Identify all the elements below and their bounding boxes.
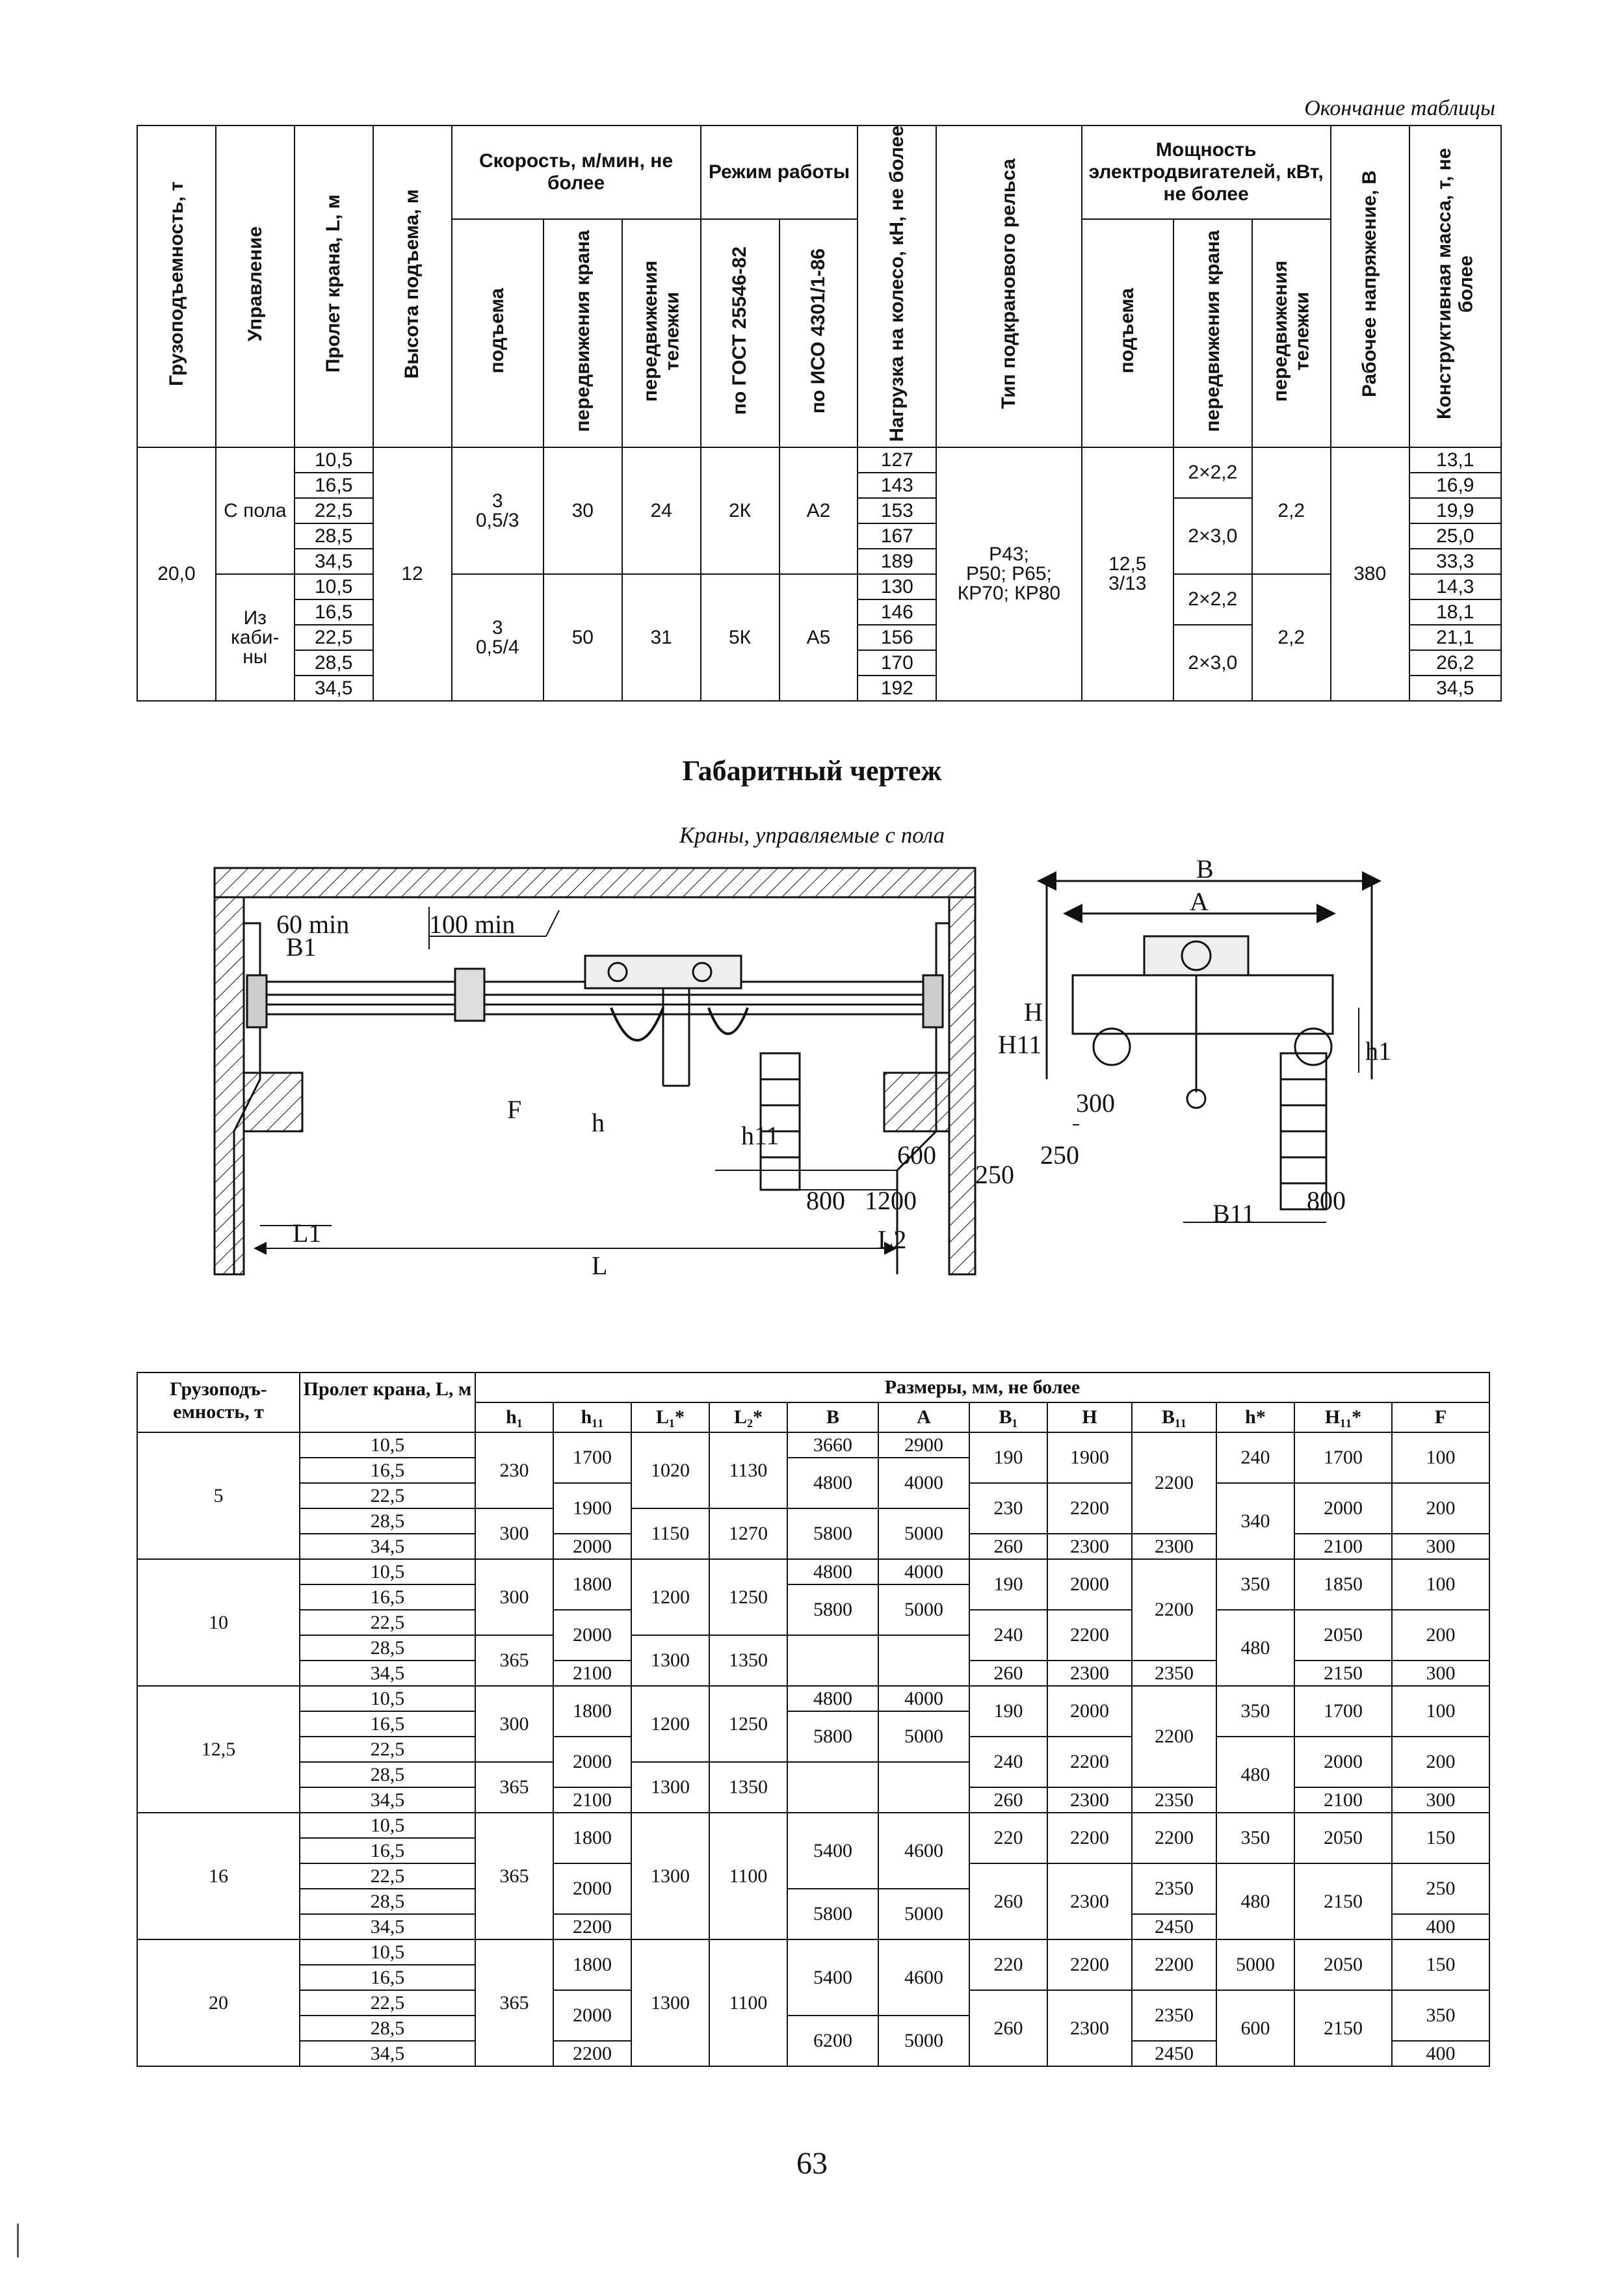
cell-span: 16,5 [300,1965,475,1990]
cell-span: 16,5 [300,1711,475,1737]
cell-b: 5400 [787,1939,878,2016]
table-row [137,1939,1489,1965]
header-power-lift: подъема [1116,288,1138,374]
cell-b11: 2450 [1132,1914,1216,1939]
table-continuation-note: Окончание таблицы [1304,96,1495,120]
cell-l2: 1350 [709,1635,787,1686]
label-b: B [1196,854,1214,884]
cell-b1: 260 [969,1990,1047,2066]
cell-h11: 2000 [553,1610,631,1661]
cell-span: 22,5 [295,498,373,523]
cell-l1: 1020 [631,1432,709,1508]
cell-h-star: 350 [1216,1813,1294,1863]
cell-l2: 1100 [709,1939,787,2066]
label-l1: L1 [293,1218,322,1248]
cell-h-star: 350 [1216,1559,1294,1610]
cell-wheel-load: 192 [858,676,936,701]
cell-h11: 2000 [553,1990,631,2041]
cell-b1: 260 [969,1661,1047,1686]
cell-span: 34,5 [300,1787,475,1813]
cell-b1: 190 [969,1432,1047,1483]
cell-span: 22,5 [295,625,373,650]
cell-span: 34,5 [295,676,373,701]
cell-l2: 1270 [709,1508,787,1559]
cell-h11: 2000 [553,1534,631,1559]
cell-control: С пола [216,447,295,574]
cell-h11: 2000 [553,1863,631,1914]
cell-b11: 2350 [1132,1787,1216,1813]
cell-H11-star: 2050 [1294,1813,1392,1863]
cell-b [787,1762,878,1813]
label-l2: L2 [878,1225,907,1254]
header-wheel-load: Нагрузка на колесо, кН, не более [886,125,908,442]
overall-dimension-drawing [208,854,1391,1280]
cell-h11: 1700 [553,1432,631,1483]
cell-span: 34,5 [300,1661,475,1686]
cell-speed-crane: 30 [544,447,622,574]
drawing-subtitle: Краны, управляемые с пола [679,822,945,848]
cell-b1: 220 [969,1939,1047,1990]
cell-h11: 1800 [553,1686,631,1737]
cell-b: 4800 [787,1559,878,1584]
cell-mass: 34,5 [1409,676,1501,701]
cell-b11: 2350 [1132,1990,1216,2041]
cell-h-star: 480 [1216,1610,1294,1686]
cell-h11: 1800 [553,1939,631,1990]
cell-h1: 365 [475,1939,553,2066]
cell-f: 400 [1392,1914,1489,1939]
cell-b1: 190 [969,1686,1047,1737]
cell-speed-trolley: 31 [622,574,701,701]
cell-l1: 1200 [631,1686,709,1762]
cell-b: 5800 [787,1508,878,1559]
cell-capacity: 5 [137,1432,300,1559]
cell-span: 22,5 [300,1610,475,1635]
cell-b1: 260 [969,1863,1047,1939]
cell-H11-star: 2050 [1294,1610,1392,1661]
crane-bridge [247,956,943,1086]
cell-a [878,1762,969,1813]
label-b1: B1 [286,932,317,962]
header-H11-star: H₁₁* [1294,1402,1392,1432]
cell-wheel-load: 170 [858,650,936,676]
cell-f: 300 [1392,1534,1489,1559]
cell-b: 6200 [787,2016,878,2066]
cell-b: 5800 [787,1711,878,1762]
cell-mass: 21,1 [1409,625,1501,650]
cell-H: 2300 [1047,1534,1132,1559]
cell-h-star: 240 [1216,1432,1294,1483]
cell-h1: 300 [475,1559,553,1635]
cell-mode-iso: А2 [779,447,858,574]
cell-span: 10,5 [300,1813,475,1838]
cell-l1: 1300 [631,1939,709,2066]
cell-a: 4600 [878,1813,969,1889]
label-h: h [592,1108,605,1137]
cell-f: 100 [1392,1686,1489,1737]
header-power-group: Мощность электродвигателей, кВт, не более [1082,125,1331,219]
cell-span: 22,5 [300,1863,475,1889]
cell-h11: 1800 [553,1813,631,1863]
label-h11: h11 [741,1121,779,1150]
cell-f: 400 [1392,2041,1489,2066]
cell-h1: 365 [475,1762,553,1813]
cell-power-crane: 2×2,2 [1173,574,1252,625]
cell-span: 34,5 [295,549,373,574]
header-span: Пролет крана, L, м [300,1373,475,1432]
cell-h11: 2100 [553,1661,631,1686]
cell-H11-star: 2150 [1294,1990,1392,2066]
cell-a: 5000 [878,1508,969,1559]
cell-span: 10,5 [295,447,373,473]
label-600: 600 [897,1140,936,1170]
cell-power-crane: 2×2,2 [1173,447,1252,498]
cell-H: 2200 [1047,1610,1132,1661]
cell-wheel-load: 143 [858,473,936,498]
cell-b11: 2200 [1132,1432,1216,1534]
page-number: 63 [796,2146,828,2181]
cell-f: 300 [1392,1787,1489,1813]
cell-f: 200 [1392,1483,1489,1534]
label-100min: 100 min [429,910,516,939]
cell-H11-star: 1700 [1294,1686,1392,1737]
header-b: B [787,1402,878,1432]
cell-h1: 365 [475,1635,553,1686]
cell-h11: 2100 [553,1787,631,1813]
header-l2: L₂* [709,1402,787,1432]
cell-H: 2000 [1047,1686,1132,1737]
header-speed-group: Скорость, м/мин, не более [452,125,701,219]
cell-l2: 1250 [709,1559,787,1635]
label-b11: B11 [1212,1199,1255,1228]
header-lift-height: Высота подъема, м [401,189,423,379]
cell-H11-star: 2050 [1294,1939,1392,1990]
cell-H: 2300 [1047,1863,1132,1939]
label-h1: h1 [1365,1036,1391,1066]
header-speed-crane: передвижения крана [571,230,594,432]
cell-capacity: 20,0 [137,447,216,701]
cell-l1: 1300 [631,1762,709,1813]
cell-speed-lift: 3 0,5/3 [452,447,544,574]
label-l: L [592,1251,608,1280]
cell-span: 34,5 [300,1914,475,1939]
cell-H11-star: 2000 [1294,1737,1392,1787]
header-voltage: Рабочее напряжение, В [1359,170,1381,398]
cell-h1: 365 [475,1813,553,1939]
header-span: Пролет крана, L, м [322,194,345,373]
cell-speed-crane: 50 [544,574,622,701]
header-dims: Размеры, мм, не более [475,1373,1489,1402]
cell-span: 16,5 [300,1584,475,1610]
cell-h11: 2000 [553,1737,631,1787]
cell-b: 5800 [787,1584,878,1635]
cell-capacity: 10 [137,1559,300,1686]
cell-span: 22,5 [300,1483,475,1508]
cell-span: 16,5 [300,1838,475,1863]
cell-b1: 230 [969,1483,1047,1534]
cell-wheel-load: 146 [858,599,936,625]
trolley-side-view [1047,881,1372,1222]
cell-span: 16,5 [295,473,373,498]
cell-wheel-load: 189 [858,549,936,574]
cell-mass: 19,9 [1409,498,1501,523]
cell-h-star: 480 [1216,1737,1294,1813]
cell-h11: 1800 [553,1559,631,1610]
label-a: A [1190,887,1209,916]
cell-a: 5000 [878,1889,969,1939]
header-mode-group: Режим работы [701,125,858,219]
header-mass: Конструктивная масса, т, не более [1433,148,1477,420]
label-250-vertical: 250 [975,1160,1014,1189]
cell-f: 300 [1392,1661,1489,1686]
cell-H11-star: 2150 [1294,1661,1392,1686]
label-H: H [1024,997,1043,1027]
cell-span: 10,5 [300,1432,475,1458]
cell-span: 22,5 [300,1737,475,1762]
table-row [137,1813,1489,1838]
cell-h-star: 600 [1216,1990,1294,2066]
cell-b1: 240 [969,1610,1047,1661]
cell-b11: 2200 [1132,1939,1216,1990]
cell-b11: 2350 [1132,1661,1216,1686]
cell-power-trolley: 2,2 [1252,574,1331,701]
margin-mark [17,2224,19,2257]
table-row [137,1686,1489,1711]
cell-mode-gost: 5К [701,574,779,701]
label-60min: 60 min [276,910,350,939]
header-speed-trolley: передвижения тележки [639,260,683,402]
cell-wheel-load: 153 [858,498,936,523]
cell-h11: 2200 [553,2041,631,2066]
cell-b: 4800 [787,1458,878,1508]
header-power-crane: передвижения крана [1201,230,1224,432]
cell-a: 4000 [878,1686,969,1711]
label-h11-upper: H11 [998,1030,1042,1059]
cell-h-star: 5000 [1216,1939,1294,1990]
cell-l1: 1150 [631,1508,709,1559]
cell-b: 5800 [787,1889,878,1939]
cell-mass: 14,3 [1409,574,1501,599]
cell-a: 4000 [878,1458,969,1508]
header-h1: h₁ [475,1402,553,1432]
cell-H: 1900 [1047,1432,1132,1483]
header-control: Управление [244,226,266,342]
header-f: F [1392,1402,1489,1432]
label-1200: 1200 [865,1186,917,1215]
cell-H: 2200 [1047,1939,1132,1990]
cell-f: 150 [1392,1813,1489,1863]
cell-H: 2200 [1047,1737,1132,1787]
cell-b11: 2200 [1132,1813,1216,1863]
cell-a: 5000 [878,1584,969,1635]
cell-h1: 300 [475,1686,553,1762]
cell-f: 100 [1392,1432,1489,1483]
header-a: A [878,1402,969,1432]
cell-span: 10,5 [300,1686,475,1711]
cell-H: 2000 [1047,1559,1132,1610]
header-h-star: h* [1216,1402,1294,1432]
cell-b11: 2350 [1132,1863,1216,1914]
cell-span: 28,5 [300,1762,475,1787]
header-mode-gost: по ГОСТ 25546-82 [729,246,751,415]
cell-power-trolley: 2,2 [1252,447,1331,574]
header-power-trolley: передвижения тележки [1269,260,1313,402]
cell-span: 28,5 [295,523,373,549]
crane-spec-table [137,125,1502,702]
cell-h1: 230 [475,1432,553,1508]
cell-b11: 2200 [1132,1559,1216,1661]
cell-h11: 2200 [553,1914,631,1939]
cell-mass: 26,2 [1409,650,1501,676]
cell-span: 34,5 [300,2041,475,2066]
cell-power-lift: 12,5 3/13 [1082,447,1173,701]
cell-span: 10,5 [300,1939,475,1965]
cell-h11: 1900 [553,1483,631,1534]
cell-b1: 260 [969,1787,1047,1813]
cell-a: 4000 [878,1559,969,1584]
cell-f: 250 [1392,1863,1489,1914]
cell-wheel-load: 127 [858,447,936,473]
cell-span: 28,5 [300,1508,475,1534]
cell-span: 16,5 [300,1458,475,1483]
cell-mass: 13,1 [1409,447,1501,473]
cell-f: 150 [1392,1939,1489,1990]
cell-h-star: 350 [1216,1686,1294,1737]
cell-mode-iso: А5 [779,574,858,701]
label-800: 800 [806,1186,845,1215]
cell-mass: 33,3 [1409,549,1501,574]
cell-capacity: 16 [137,1813,300,1939]
cell-H: 2200 [1047,1813,1132,1863]
cell-f: 100 [1392,1559,1489,1610]
cell-h-star: 480 [1216,1863,1294,1939]
cell-l2: 1130 [709,1432,787,1508]
label-800-right: 800 [1307,1186,1346,1215]
header-b11: B₁₁ [1132,1402,1216,1432]
cell-H11-star: 1700 [1294,1432,1392,1483]
cell-l2: 1100 [709,1813,787,1939]
cell-span: 28,5 [300,1889,475,1914]
cell-span: 28,5 [295,650,373,676]
label-f: F [507,1095,522,1124]
cell-span: 34,5 [300,1534,475,1559]
cell-l2: 1350 [709,1762,787,1813]
cell-H: 2300 [1047,1787,1132,1813]
header-l1: L₁* [631,1402,709,1432]
cell-l2: 1250 [709,1686,787,1762]
cell-b: 5400 [787,1813,878,1889]
cell-a: 5000 [878,2016,969,2066]
cell-span: 28,5 [300,1635,475,1661]
label-250: 250 [1040,1140,1079,1170]
cell-H11-star: 1850 [1294,1559,1392,1610]
cell-h1: 300 [475,1508,553,1559]
cell-wheel-load: 167 [858,523,936,549]
cell-b1: 240 [969,1737,1047,1787]
cell-wheel-load: 156 [858,625,936,650]
cell-speed-trolley: 24 [622,447,701,574]
cell-l1: 1200 [631,1559,709,1635]
cell-b11: 2200 [1132,1686,1216,1787]
header-speed-lift: подъема [486,288,508,374]
cell-speed-lift: 3 0,5/4 [452,574,544,701]
cell-power-crane: 2×3,0 [1173,625,1252,701]
cell-b [787,1635,878,1686]
cell-H11-star: 2000 [1294,1483,1392,1534]
cell-control: Из каби- ны [216,574,295,701]
cell-span: 10,5 [300,1559,475,1584]
cell-voltage: 380 [1331,447,1409,701]
drawing-title: Габаритный чертеж [682,755,942,787]
cell-capacity: 12,5 [137,1686,300,1813]
cell-l1: 1300 [631,1635,709,1686]
cell-b1: 260 [969,1534,1047,1559]
cell-b11: 2300 [1132,1534,1216,1559]
cell-H11-star: 2100 [1294,1534,1392,1559]
header-mode-iso: по ИСО 4301/1-86 [807,248,830,414]
cell-a [878,1635,969,1686]
cell-a: 4600 [878,1939,969,2016]
table-row [137,1559,1489,1584]
cell-b: 4800 [787,1686,878,1711]
cell-mass: 25,0 [1409,523,1501,549]
cell-f: 200 [1392,1610,1489,1661]
cell-a: 2900 [878,1432,969,1458]
cell-lift-height: 12 [373,447,452,701]
dimensions-table [137,1372,1490,2067]
header-H: H [1047,1402,1132,1432]
cell-rail-type: Р43; Р50; Р65; КР70; КР80 [936,447,1081,701]
cell-H11-star: 2100 [1294,1787,1392,1813]
cell-span: 28,5 [300,2016,475,2041]
cell-power-crane: 2×3,0 [1173,498,1252,574]
cell-f: 350 [1392,1990,1489,2041]
cell-mass: 18,1 [1409,599,1501,625]
cell-H11-star: 2150 [1294,1863,1392,1939]
cell-wheel-load: 130 [858,574,936,599]
cell-span: 22,5 [300,1990,475,2016]
header-capacity: Грузоподъемность, т [165,181,187,386]
cell-f: 200 [1392,1737,1489,1787]
cell-H: 2300 [1047,1990,1132,2066]
cell-capacity: 20 [137,1939,300,2066]
cell-b1: 190 [969,1559,1047,1610]
header-rail-type: Тип подкранового рельса [998,158,1020,410]
label-300: 300 [1076,1088,1115,1118]
cell-mass: 16,9 [1409,473,1501,498]
table-row [137,1432,1489,1458]
cell-l1: 1300 [631,1813,709,1939]
cell-span: 16,5 [295,599,373,625]
cell-h-star: 340 [1216,1483,1294,1559]
header-b1: B₁ [969,1402,1047,1432]
cell-span: 10,5 [295,574,373,599]
cell-b11: 2450 [1132,2041,1216,2066]
cell-a: 5000 [878,1711,969,1762]
cell-H: 2300 [1047,1661,1132,1686]
cell-b: 3660 [787,1432,878,1458]
header-capacity: Грузоподъ-емность, т [137,1373,300,1432]
cell-H: 2200 [1047,1483,1132,1534]
cell-b1: 220 [969,1813,1047,1863]
header-h11: h₁₁ [553,1402,631,1432]
cell-mode-gost: 2К [701,447,779,574]
